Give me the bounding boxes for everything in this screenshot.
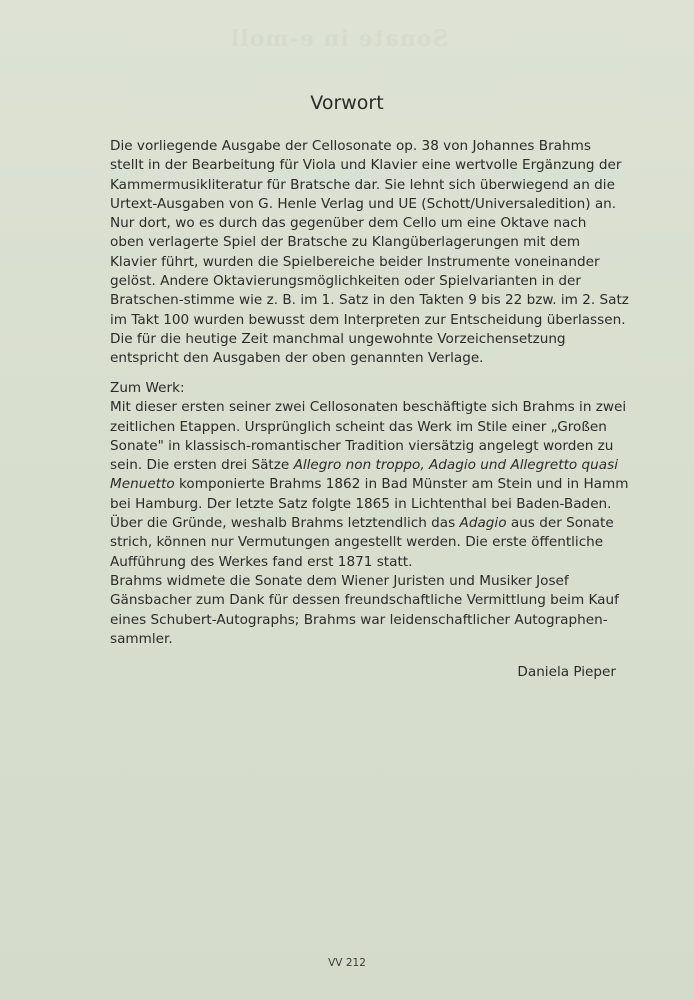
- movement-title-italic: Menuetto: [110, 476, 175, 493]
- text-line: zeitlichen Etappen. Ursprünglich scheint das Werk im Stile einer „Großen: [110, 418, 607, 435]
- text-line: Brahms widmete die Sonate dem Wiener Juristen und Musiker Josef: [110, 572, 569, 589]
- text-line: [110, 456, 630, 475]
- text-line: Die für die heutige Zeit manchmal ungewohnte Vorzeichensetzung: [110, 330, 566, 347]
- page-title: Vorwort: [310, 92, 384, 114]
- text-line: Nur dort, wo es durch das gegenüber dem Cello um eine Oktave nach: [110, 215, 587, 232]
- page-number: VV 212: [328, 957, 366, 969]
- text-line: eines Schubert-Autographs; Brahms war leidenschaftlicher Autographen-: [110, 611, 608, 628]
- text-line: Die vorliegende Ausgabe der Cellosonate op. 38 von Johannes Brahms: [110, 138, 591, 154]
- text-line: [110, 475, 630, 494]
- text-line: Bratschen-stimme wie z. B. im 1. Satz in den Takten 9 bis 22 bzw. im 2. Satz: [110, 292, 629, 309]
- text-segment: Über die Gründe, weshalb Brahms letztendlich das: [110, 515, 460, 532]
- text-line: [110, 514, 630, 533]
- bleed-through-title: Sonate in e-moll: [230, 26, 449, 52]
- text-line: Mit dieser ersten seiner zwei Cellosonaten beschäftigte sich Brahms in zwei: [110, 399, 627, 416]
- text-line: Sonate" in klassisch-romantischer Tradition viersätzig angelegt worden zu: [110, 437, 614, 454]
- text-line: entspricht den Ausgaben der oben genannten Verlage.: [110, 350, 484, 367]
- author-signature: Daniela Pieper: [517, 664, 616, 680]
- text-line: im Takt 100 wurden bewusst dem Interpreten zur Entscheidung überlassen.: [110, 311, 626, 328]
- text-line: Gänsbacher zum Dank für dessen freundschaftliche Vermittlung beim Kauf: [110, 592, 619, 609]
- text-line: Kammermusikliteratur für Bratsche dar. Sie lehnt sich überwiegend an die: [110, 176, 615, 193]
- preface-paragraph: [110, 137, 630, 369]
- werk-heading: Zum Werk:: [110, 380, 185, 396]
- text-line: Klavier führt, wurden die Spielbereiche beider Instrumente voneinander: [110, 253, 600, 270]
- text-line: gelöst. Andere Oktavierungsmöglichkeiten oder Spielvarianten in der: [110, 273, 581, 290]
- text-segment: komponierte Brahms 1862 in Bad Münster am Stein und in Hamm: [174, 476, 629, 493]
- text-line: Urtext-Ausgaben von G. Henle Verlag und UE (Schott/Universaledition) an.: [110, 195, 617, 212]
- movement-title-italic: Adagio: [459, 515, 507, 532]
- text-line: sammler.: [110, 630, 173, 647]
- werk-section: [110, 379, 630, 649]
- movement-titles-italic: Allegro non troppo, Adagio und Allegretto quasi: [293, 457, 618, 474]
- text-line: Aufführung des Werkes fand erst 1871 statt.: [110, 553, 413, 570]
- text-segment: sein. Die ersten drei Sätze: [110, 457, 294, 474]
- text-segment: aus der Sonate: [506, 515, 614, 532]
- text-line: bei Hamburg. Der letzte Satz folgte 1865 in Lichtenthal bei Baden-Baden.: [110, 495, 612, 512]
- text-line: strich, können nur Vermutungen angestellt werden. Die erste öffentliche: [110, 534, 604, 551]
- text-line: stellt in der Bearbeitung für Viola und Klavier eine wertvolle Ergänzung der: [110, 157, 622, 174]
- text-line: oben verlagerte Spiel der Bratsche zu Klangüberlagerungen mit dem: [110, 234, 581, 251]
